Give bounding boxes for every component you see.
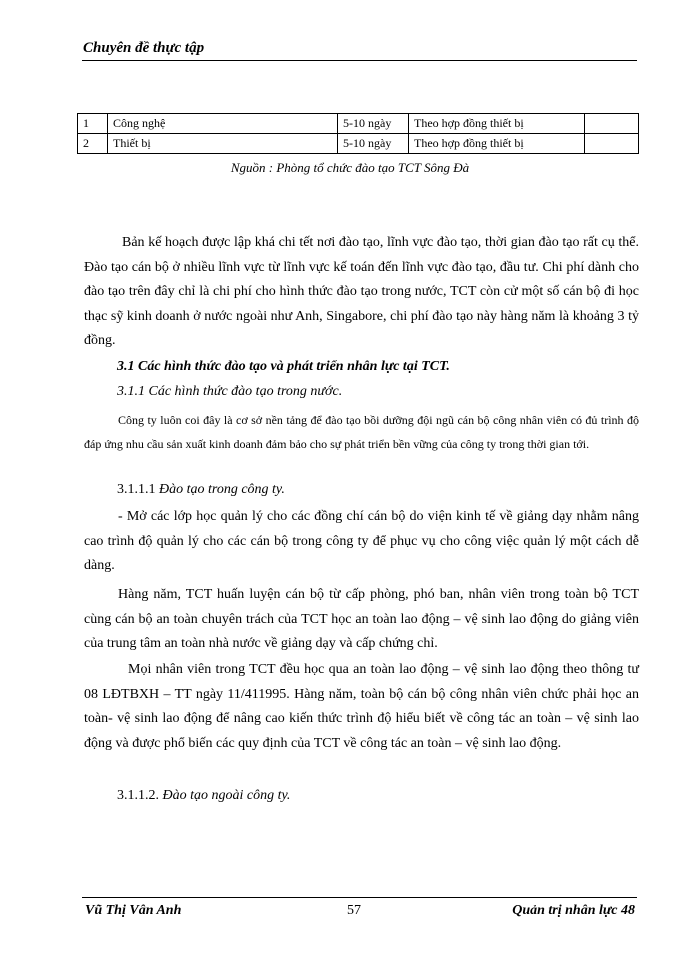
heading-number: 3.1.1.2. <box>117 788 159 803</box>
page-number: 57 <box>347 903 361 918</box>
heading-text: Đào tạo trong công ty. <box>159 482 285 497</box>
table-cell: 1 <box>78 114 108 134</box>
table-source: Nguồn : Phòng tổ chức đào tạo TCT Sông Đà <box>230 160 470 175</box>
table-cell: Theo hợp đồng thiết bị <box>409 134 585 154</box>
heading-text: Đào tạo ngoài công ty. <box>162 788 291 803</box>
table-cell <box>585 114 639 134</box>
table-cell: Công nghệ <box>108 114 338 134</box>
paragraph-safety-training: Hàng năm, TCT huấn luyện cán bộ từ cấp phòng, phó ban, nhân viên trong toàn bộ TCT cùng cán bộ an toàn chuyên trách của TCT học an toàn lao động – vệ sinh lao động do giảng viên của trung tâm an toàn nhà nước về giảng dạy và cấp chứng chỉ. <box>84 587 639 651</box>
paragraph-plan: Bản kế hoạch được lập khá chi tết nơi đào tạo, lĩnh vực đào tạo, thời gian đào tạo rất cụ thể. Đào tạo cán bộ ở nhiều lĩnh vực từ lĩnh vực kế toán đến lĩnh vực đào tạo, đầu tư. Chi phí dành cho đào tạo trên đây chỉ là chi phí cho hình thức đào tạo trong nước, TCT còn cử một số cán bộ đi học thạc sỹ kinh doanh ở nước ngoài như Anh, Singabore, chi phí đào tạo này hàng năm là khoảng 3 tỷ đồng. <box>84 235 639 348</box>
footer-rule <box>82 897 637 898</box>
paragraph-management-classes: - Mở các lớp học quản lý cho các đồng chí cán bộ do viện kinh tế về giảng dạy nhằm nâng cao trình độ quản lý cho các cán bộ trong công ty để phục vụ cho công việc quản lý một cách dễ dàng. <box>84 509 639 573</box>
paragraph-all-staff: Mọi nhân viên trong TCT đều học qua an toàn lao động – vệ sinh lao động theo thông tư 08 LĐTBXH – TT ngày 11/411995. Hàng năm, toàn bộ cán bộ công nhân viên chức phải học an toàn- vệ sinh lao động để nâng cao kiến thức trình độ hiểu biết về công tác an toàn – vệ sinh lao động và được phổ biến các quy định của TCT về công tác an toàn – vệ sinh lao động. <box>84 662 639 751</box>
heading-3-1-1-1 <box>117 482 285 498</box>
footer-course: Quản trị nhân lực 48 <box>512 903 635 918</box>
heading-3-1-1: 3.1.1 Các hình thức đào tạo trong nước. <box>117 384 343 399</box>
paragraph-foundation: Công ty luôn coi đây là cơ sở nền tảng để đào tạo bồi dưỡng đội ngũ cán bộ công nhân viên có đủ trình độ đáp ứng nhu cầu sản xuất kinh doanh đảm bảo cho sự phát triển bền vững của công ty trong thời gian tới. <box>84 413 639 451</box>
training-table <box>77 113 639 154</box>
header-rule <box>82 60 637 61</box>
heading-number: 3.1.1.1 <box>117 482 156 497</box>
table-cell: 5-10 ngày <box>338 114 409 134</box>
footer-author: Vũ Thị Vân Anh <box>85 903 182 918</box>
heading-3-1: 3.1 Các hình thức đào tạo và phát triển nhân lực tại TCT. <box>117 359 450 374</box>
header-title: Chuyên đề thực tập <box>83 40 205 56</box>
table-cell: Theo hợp đồng thiết bị <box>409 114 585 134</box>
table-cell: 2 <box>78 134 108 154</box>
heading-3-1-1-2 <box>117 788 290 804</box>
table-row <box>78 134 639 154</box>
table-cell <box>585 134 639 154</box>
table-cell: 5-10 ngày <box>338 134 409 154</box>
table-cell: Thiết bị <box>108 134 338 154</box>
table-row <box>78 114 639 134</box>
